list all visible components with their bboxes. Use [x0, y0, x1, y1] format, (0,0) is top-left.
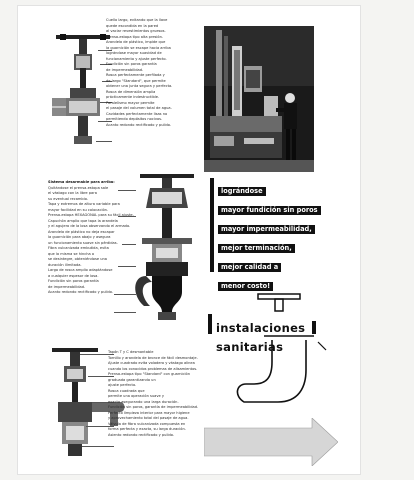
text-line: prácticamente indestructible. — [106, 95, 160, 99]
text-line: al vaciar revestimientos gruesos. — [106, 29, 166, 33]
headline-word: instalaciones — [216, 321, 306, 335]
text-line: Tapón T y C desmontable — [108, 350, 154, 354]
text-line: Prensa-estopa tipo alta presión. — [106, 34, 164, 39]
feature-list-middle — [48, 180, 144, 296]
text-line: Tornillo y arandela de bronce de fácil desmontaje. — [108, 355, 198, 360]
text-line: Perfecto limpieza interior para mayor higiene — [108, 410, 190, 415]
headline-bar-left — [208, 314, 212, 334]
section-heading: Sistema desarmable para arriba: — [48, 180, 115, 184]
text-line: de largo "Standard", que permite — [106, 78, 166, 83]
text-line: graduada garantizando un — [108, 377, 156, 382]
text-line: Arandela de plástico no deja escapar — [48, 229, 115, 234]
bath-tap-outline-illustration — [224, 292, 328, 412]
text-line: Acanto redondo rectificado y pulido. — [48, 290, 114, 294]
text-line: Acanto redondo rectificado y pulido. — [106, 122, 172, 127]
text-line: la guarnición para abajo y asegura — [48, 235, 111, 239]
text-line: el vástago con la libre para — [48, 191, 97, 195]
text-line: duración ilimitada. — [48, 262, 82, 267]
headline-word: sanitarias — [216, 340, 284, 354]
text-line: un funcionamiento suave sin pérdidas. — [48, 240, 118, 245]
text-line: que la misma se hincha o — [48, 251, 95, 256]
slogan-line: mejor calidad a — [218, 263, 281, 272]
text-line: Fibra vulcanizada embutida, evita — [48, 246, 109, 250]
text-line: Capuchón amplio que tapa la arandela — [48, 218, 118, 223]
text-line: Cuello largo, evitando que la llave — [106, 18, 168, 22]
text-line: y el agujero de la losa observando el armado. — [48, 224, 131, 228]
decorative-arrow-shape — [204, 418, 338, 466]
text-line: quede escondida en la pared — [106, 23, 159, 28]
slogan-line: menor costo! — [218, 282, 273, 291]
slogan-accent-bar — [210, 178, 214, 272]
text-line: la guarnición se escape hacia arriba — [106, 45, 171, 50]
catalog-page — [18, 6, 360, 474]
text-line: Quitándose el prensa-estopa sale — [48, 185, 109, 190]
text-line: Tapa y extremos de altura variable para — [48, 202, 120, 206]
text-line: Rosca cuadrada que — [108, 388, 145, 393]
text-line: cuando los conocidos problemas de alisamientos. — [108, 366, 198, 371]
slogan-line: lográndose — [218, 187, 266, 196]
text-line: lográndose mayor suavidad de — [106, 51, 162, 55]
text-line: obtener una junta segura y perfecta. — [106, 84, 173, 88]
text-line: permite una operación suave y — [108, 394, 164, 398]
text-line: el pasaje del volumen total de agua. — [106, 106, 172, 110]
text-line: funcionamiento y ajuste perfecto. — [106, 56, 167, 61]
text-line: Fundición sin poros garantía — [48, 279, 99, 283]
text-line: Arandela de plástico, impide que — [106, 40, 166, 44]
text-line: y aprovechamiento total del pasaje de agua. — [108, 416, 189, 420]
feature-list-bottom — [108, 350, 208, 438]
slogan-block — [218, 178, 358, 292]
text-line: a cualquier espesor de losa. — [48, 273, 99, 278]
slogan-line: mayor impermeabilidad, — [218, 225, 315, 234]
text-line: Prensa-estopa tipo "Standard" con guarnición — [108, 372, 191, 376]
text-line: permitiendo depósitos nocivos. — [106, 117, 163, 121]
text-line: Fundición sin poros, garantía de impermeabilidad. — [108, 405, 199, 409]
text-line: de impermeabilidad. — [106, 67, 144, 72]
slogan-line: mayor fundición sin poros — [218, 206, 321, 215]
text-line: se desintegre, obteniéndose una — [48, 257, 107, 261]
text-line: ajuste perfecto. — [108, 383, 137, 387]
feature-list-top — [106, 18, 206, 128]
text-line: Largo de rosca amplio adaptándose — [48, 268, 113, 272]
text-line: exacta asegurando una larga duración. — [108, 399, 179, 404]
text-line: Rosca perfectamente perfilada y — [106, 73, 165, 77]
text-line: Cavidades perfectamente lisas no — [106, 111, 168, 116]
slogan-line: mejor terminación, — [218, 244, 295, 253]
factory-worker-photo — [204, 26, 314, 172]
text-line: de impermeabilidad. — [48, 284, 86, 289]
text-line: su eventual recambio. — [48, 196, 88, 201]
text-line: Válvula de fibra vulcanizada compuesta en — [108, 421, 186, 426]
text-line: mayor facilidad en su colocación. — [48, 207, 109, 212]
text-line: Ajuste cuadrado evita voladero y vástago alinea — [108, 361, 195, 365]
text-line: Rosca de dimensión amplia — [106, 89, 156, 94]
text-line: Fundición sin poros garantía — [106, 62, 157, 66]
text-line: Prensa-estopa HEXAGONAL para su fácil ajuste. — [48, 213, 134, 217]
text-line: Asiento redondo rectificado y pulido. — [108, 432, 174, 437]
text-line: forma perfecta y exacta, su larga duración. — [108, 427, 186, 431]
text-line: Paralelismo mayor permite — [106, 100, 155, 105]
